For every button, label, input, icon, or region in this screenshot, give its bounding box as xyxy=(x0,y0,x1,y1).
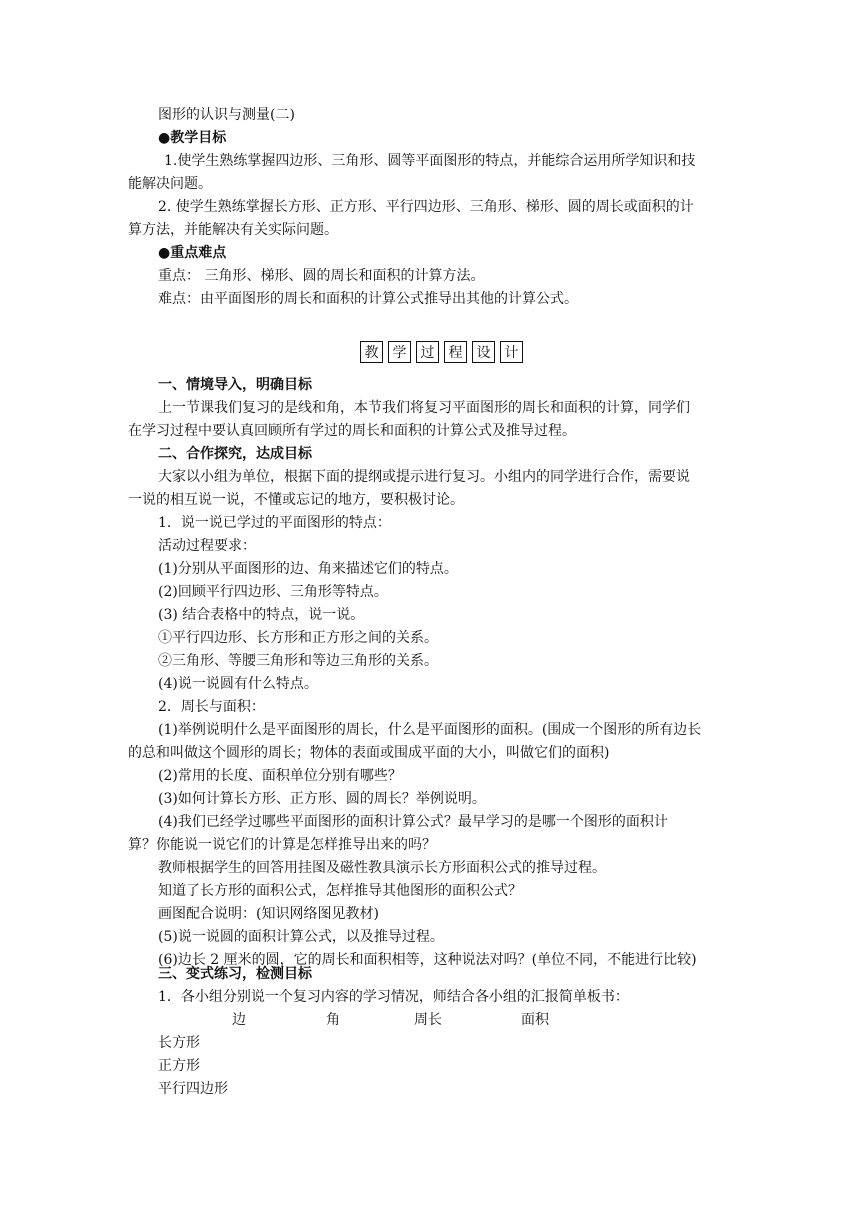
table-header-perimeter: 周长 xyxy=(414,1012,442,1028)
section2-item: (4)我们已经学过哪些平面图形的面积计算公式？最早学习的是哪一个图形的面积计 xyxy=(158,814,668,830)
difficulty-line: 难点：由平面图形的周长和面积的计算公式推导出其他的计算公式。 xyxy=(158,291,578,307)
section2-item: 算？你能说一说它们的计算是怎样推导出来的吗？ xyxy=(128,837,436,853)
table-row-label: 长方形 xyxy=(158,1035,200,1051)
section2-item: (3) 结合表格中的特点，说一说。 xyxy=(158,607,365,623)
table-header-edge: 边 xyxy=(232,1012,246,1028)
section2-item: 的总和叫做这个圆形的周长；物体的表面或围成平面的大小，叫做它们的面积) xyxy=(128,745,610,761)
section2-item: (3)如何计算长方形、正方形、圆的周长？举例说明。 xyxy=(158,791,486,807)
table-header-area: 面积 xyxy=(521,1012,549,1028)
design-title xyxy=(360,341,528,363)
objective-1-line-a: 1.使学生熟练掌握四边形、三角形、圆等平面图形的特点，并能综合运用所学知识和技 xyxy=(164,153,696,169)
design-title-char: 学 xyxy=(388,341,411,363)
design-title-char: 教 xyxy=(360,341,383,363)
section2-item: (6)边长 2 厘米的圆，它的周长和面积相等，这种说法对吗？(单位不同，不能进行比较) xyxy=(158,952,697,968)
section2-item: 1．说一说已学过的平面图形的特点： xyxy=(158,515,391,531)
section2-item: 画图配合说明：(知识网络图见教材) xyxy=(158,906,379,922)
section1-para-line-b: 在学习过程中要认真回顾所有学过的周长和面积的计算公式及推导过程。 xyxy=(128,423,576,439)
section3-heading: 三、变式练习，检测目标 xyxy=(158,966,312,982)
section2-item: (5)说一说圆的面积计算公式，以及推导过程。 xyxy=(158,929,444,945)
focus-line: 重点： 三角形、梯形、圆的周长和面积的计算方法。 xyxy=(158,268,485,284)
section2-item: 知道了长方形的面积公式，怎样推导其他图形的面积公式？ xyxy=(158,883,522,899)
objective-2-line-b: 算方法，并能解决有关实际问题。 xyxy=(128,222,338,238)
section2-item: ①平行四边形、长方形和正方形之间的关系。 xyxy=(158,630,438,646)
section2-item: (1)举例说明什么是平面图形的周长，什么是平面图形的面积。(围成一个图形的所有边长 xyxy=(158,722,702,738)
table-header-angle: 角 xyxy=(326,1012,340,1028)
key-points-heading: ●重点难点 xyxy=(158,245,227,261)
section2-item: ②三角形、等腰三角形和等边三角形的关系。 xyxy=(158,653,438,669)
design-title-char: 设 xyxy=(472,341,495,363)
section2-item: (4)说一说圆有什么特点。 xyxy=(158,676,318,692)
page-title: 图形的认识与测量(二) xyxy=(158,107,295,123)
table-row-label: 平行四边形 xyxy=(158,1081,228,1097)
objective-1-line-b: 能解决问题。 xyxy=(128,176,212,192)
table-row-label: 正方形 xyxy=(158,1058,200,1074)
design-title-char: 计 xyxy=(500,341,523,363)
objectives-heading: ●教学目标 xyxy=(158,130,227,146)
section1-heading: 一、情境导入，明确目标 xyxy=(158,377,312,393)
section2-item: 活动过程要求： xyxy=(158,538,256,554)
section2-item: (2)常用的长度、面积单位分别有哪些？ xyxy=(158,768,402,784)
section2-item: (2)回顾平行四边形、三角形等特点。 xyxy=(158,584,388,600)
design-title-char: 程 xyxy=(444,341,467,363)
section2-para-line-a: 大家以小组为单位，根据下面的提纲或提示进行复习。小组内的同学进行合作，需要说 xyxy=(158,469,690,485)
design-title-char: 过 xyxy=(416,341,439,363)
section2-item: 教师根据学生的回答用挂图及磁性教具演示长方形面积公式的推导过程。 xyxy=(158,860,606,876)
objective-2-line-a: 2. 使学生熟练掌握长方形、正方形、平行四边形、三角形、梯形、圆的周长或面积的计 xyxy=(158,199,694,215)
section2-para-line-b: 一说的相互说一说，不懂或忘记的地方，要积极讨论。 xyxy=(128,492,464,508)
section2-heading: 二、合作探究，达成目标 xyxy=(158,446,312,462)
section3-item: 1．各小组分别说一个复习内容的学习情况，师结合各小组的汇报简单板书： xyxy=(158,989,629,1005)
section2-item: 2．周长与面积： xyxy=(158,699,265,715)
section2-item: (1)分别从平面图形的边、角来描述它们的特点。 xyxy=(158,561,458,577)
section1-para-line-a: 上一节课我们复习的是线和角，本节我们将复习平面图形的周长和面积的计算，同学们 xyxy=(158,400,690,416)
